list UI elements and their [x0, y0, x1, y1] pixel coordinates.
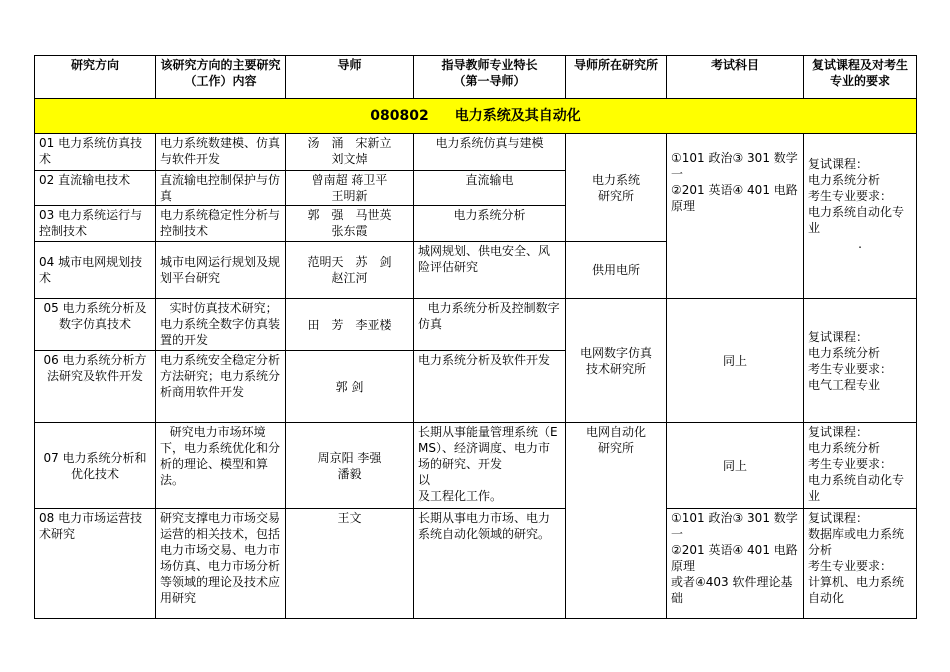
header-exam: 考试科目 — [667, 56, 804, 99]
header-row — [35, 56, 917, 99]
section-code: 080802 — [370, 108, 429, 124]
direction-cell: 01 电力系统仿真技术 — [35, 134, 156, 171]
header-advisor: 导师 — [286, 56, 414, 99]
retest-cell: 复试课程： 电力系统分析 考生专业要求： 电力系统自动化专业 — [804, 423, 917, 509]
header-direction: 研究方向 — [35, 56, 156, 99]
exam-cell: ①101 政治③ 301 数学一 ②201 英语④ 401 电路原理 — [667, 134, 804, 299]
retest-text: 复试课程： 电力系统分析 考生专业要求： 电力系统自动化专业 — [808, 157, 905, 235]
content-cell: 城市电网运行规划及规划平台研究 — [156, 242, 286, 299]
exam-cell: ①101 政治③ 301 数学一 ②201 英语④ 401 电路原理 或者④403 软件理论基础 — [667, 509, 804, 619]
institute-cell: 电网数字仿真 技术研究所 — [566, 299, 667, 423]
content-cell: 电力系统稳定性分析与控制技术 — [156, 206, 286, 242]
table-row — [35, 423, 917, 509]
content-cell: 电力系统安全稳定分析方法研究；电力系统分析商用软件开发 — [156, 351, 286, 423]
header-institute: 导师所在研究所 — [566, 56, 667, 99]
section-banner-row — [35, 99, 917, 134]
retest-cell: 复试课程： 电力系统分析 考生专业要求： 电气工程专业 — [804, 299, 917, 423]
advisor-cell: 郭 剑 — [286, 351, 414, 423]
direction-cell: 06 电力系统分析方法研究及软件开发 — [35, 351, 156, 423]
table-row — [35, 299, 917, 351]
direction-cell: 07 电力系统分析和优化技术 — [35, 423, 156, 509]
section-name: 电力系统及其自动化 — [454, 108, 581, 124]
specialty-cell: 电力系统分析及软件开发 — [414, 351, 566, 423]
table-row — [35, 509, 917, 619]
content-cell: 电力系统数建模、仿真与软件开发 — [156, 134, 286, 171]
specialty-cell: 电力系统分析及控制数字仿真 — [414, 299, 566, 351]
advisor-cell: 周京阳 李强 潘毅 — [286, 423, 414, 509]
content-cell: 研究支撑电力市场交易运营的相关技术，包括电力市场交易、电力市场仿真、电力市场分析等领域的理论及技术应用研究 — [156, 509, 286, 619]
direction-cell: 04 城市电网规划技术 — [35, 242, 156, 299]
advisor-cell: 田 芳 李亚楼 — [286, 299, 414, 351]
specialty-cell: 长期从事电力市场、电力系统自动化领域的研究。 — [414, 509, 566, 619]
specialty-cell: 长期从事能量管理系统（EMS）、经济调度、电力市场的研究、开发 以 及工程化工作。 — [414, 423, 566, 509]
content-cell: 直流输电控制保护与仿真 — [156, 171, 286, 206]
specialty-cell: 城网规划、供电安全、风险评估研究 — [414, 242, 566, 299]
header-content: 该研究方向的主要研究（工作）内容 — [156, 56, 286, 99]
admissions-table — [34, 55, 917, 619]
content-cell: 实时仿真技术研究；电力系统全数字仿真装置的开发 — [156, 299, 286, 351]
advisor-cell: 郭 强 马世英 张东霞 — [286, 206, 414, 242]
institute-cell: 供用电所 — [566, 242, 667, 299]
table-row — [35, 134, 917, 171]
retest-cell: 复试课程： 数据库或电力系统分析 考生专业要求： 计算机、电力系统自动化 — [804, 509, 917, 619]
specialty-cell: 电力系统分析 — [414, 206, 566, 242]
header-specialty: 指导教师专业特长 （第一导师） — [414, 56, 566, 99]
direction-cell: 05 电力系统分析及数字仿真技术 — [35, 299, 156, 351]
advisor-cell: 王文 — [286, 509, 414, 619]
direction-cell: 02 直流输电技术 — [35, 171, 156, 206]
advisor-cell: 曾南超 蒋卫平 王明新 — [286, 171, 414, 206]
institute-cell: 电力系统 研究所 — [566, 134, 667, 242]
section-banner — [35, 99, 917, 134]
header-retest: 复试课程及对考生专业的要求 — [804, 56, 917, 99]
specialty-cell: 直流输电 — [414, 171, 566, 206]
advisor-cell: 汤 涌 宋新立 刘文焯 — [286, 134, 414, 171]
exam-cell: 同上 — [667, 299, 804, 423]
retest-cell — [804, 134, 917, 299]
direction-cell: 08 电力市场运营技术研究 — [35, 509, 156, 619]
institute-cell: 电网自动化 研究所 — [566, 423, 667, 619]
specialty-cell: 电力系统仿真与建模 — [414, 134, 566, 171]
direction-cell: 03 电力系统运行与控制技术 — [35, 206, 156, 242]
advisor-cell: 范明天 苏 剑 赵江河 — [286, 242, 414, 299]
exam-cell: 同上 — [667, 423, 804, 509]
retest-dot: . — [858, 237, 862, 251]
content-cell: 研究电力市场环境下，电力系统优化和分析的理论、模型和算法。 — [156, 423, 286, 509]
